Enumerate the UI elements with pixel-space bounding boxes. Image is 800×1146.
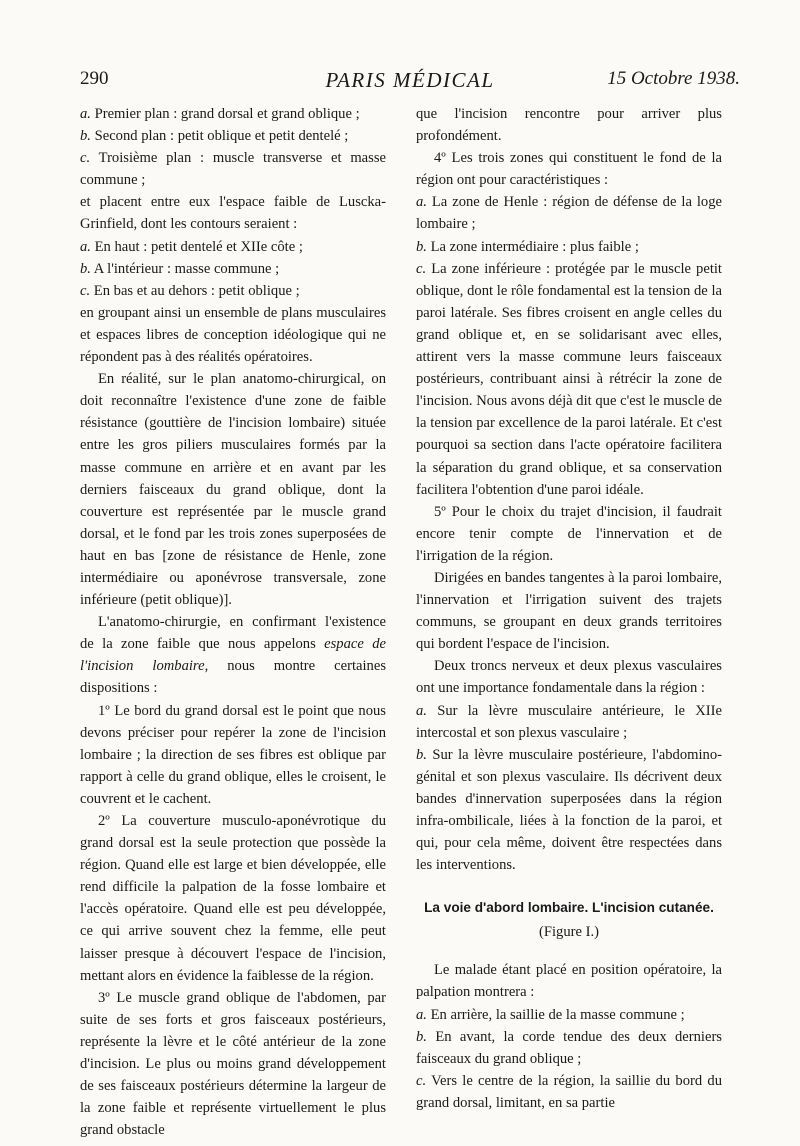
paragraph-text: En réalité, sur le plan anatomo-chirurgical, on doit reconnaître l'existence d'une zone de faible résistance (gouttière de l'incision lombaire) située entre les gros piliers musculaires formés par la masse commune en arrière et en avant par les derniers faisceaux du grand oblique, dont la couverture est représentée par le muscle grand dorsal, et le fond par les trois zones superposées de haut en bas [zone de résistance de Henle, zone intermédiaire ou aponévrose transversale, zone inférieure (petit oblique)].	[80, 371, 386, 609]
list-item	[80, 147, 386, 191]
paragraph-text: Vers le centre de la région, la saillie du bord du grand dorsal, limitant, en sa partie	[416, 1072, 722, 1111]
paragraph-text: Premier plan : grand dorsal et grand oblique ;	[90, 106, 360, 122]
list-label: a.	[416, 702, 427, 719]
list-item	[416, 744, 722, 877]
paragraph-text: Second plan : petit oblique et petit dentelé ;	[90, 128, 349, 145]
paragraph-text: La zone intermédiaire : plus faible ;	[426, 238, 639, 255]
section-heading: La voie d'abord lombaire. L'incision cutanée.	[424, 900, 714, 916]
list-label: b.	[416, 238, 427, 255]
list-label: a.	[416, 1006, 427, 1023]
list-item	[80, 258, 386, 280]
list-label: c.	[80, 150, 91, 167]
list-label: c.	[416, 1072, 427, 1089]
paragraph	[416, 147, 722, 191]
list-item	[416, 1026, 722, 1070]
paragraph-text: La zone inférieure : protégée par le muscle petit oblique, dont le rôle fondamental est la tension de la paroi latérale. Ses fibres croisent en angle celles du grand oblique et, en se solidarisant avec elles, attirent vers la masse commune leurs faisceaux postérieurs, contribuant ainsi à rétrécir la zone de l'incision. Nous avons déjà dit que c'est le muscle de la tension par excellence de la paroi latérale. Et c'est pourquoi sa section dans l'acte opératoire facilitera la séparation du grand oblique, et sa conservation facilitera l'obtention d'une paroi idéale.	[416, 260, 722, 498]
paragraph-text: que l'incision rencontre pour arriver plus profondément.	[416, 106, 722, 145]
list-item	[416, 1070, 722, 1114]
paragraph	[416, 655, 722, 699]
paragraph-text: Troisième plan : muscle transverse et masse commune ;	[80, 150, 386, 189]
paragraph-text: , nous montre certaines dispositions :	[80, 658, 386, 697]
list-label: a.	[416, 194, 427, 211]
list-item	[80, 103, 386, 125]
paragraph-text: En avant, la corde tendue des deux derniers faisceaux du grand oblique ;	[416, 1028, 722, 1067]
list-label: c.	[80, 282, 91, 299]
paragraph-text: 5º Pour le choix du trajet d'incision, il faudrait encore tenir compte de l'innervation et de l'irrigation de la région.	[416, 503, 722, 564]
left-column	[80, 103, 386, 1141]
paragraph-text: Deux troncs nerveux et deux plexus vasculaires ont une importance fondamentale dans la région :	[416, 658, 722, 697]
figure-reference: (Figure I.)	[539, 924, 599, 941]
list-item	[80, 280, 386, 302]
list-label: b.	[416, 1028, 427, 1045]
list-item	[416, 258, 722, 501]
paragraph	[80, 700, 386, 810]
paragraph-text: En haut : petit dentelé et XIIe côte ;	[90, 238, 303, 255]
paragraph	[416, 567, 722, 655]
paragraph	[80, 191, 386, 235]
paragraph-text: Sur la lèvre musculaire antérieure, le XIIe intercostal et son plexus vasculaire ;	[416, 702, 722, 741]
paragraph	[416, 501, 722, 567]
paragraph	[80, 611, 386, 699]
right-column	[416, 103, 722, 1114]
paragraph-text: La zone de Henle : région de défense de la loge lombaire ;	[416, 194, 722, 233]
paragraph-text: Le malade étant placé en position opératoire, la palpation montrera :	[416, 962, 722, 1001]
paragraph	[416, 103, 722, 147]
list-label: a.	[80, 238, 91, 255]
paragraph-text: en groupant ainsi un ensemble de plans musculaires et espaces libres de conception idéologique qui ne répondent pas à des réalités opératoires.	[80, 304, 386, 366]
list-item	[80, 125, 386, 147]
paragraph	[80, 810, 386, 987]
paragraph-text: En bas et au dehors : petit oblique ;	[90, 282, 300, 299]
paragraph-text: 3º Le muscle grand oblique de l'abdomen, par suite de ses forts et gros faisceaux postérieurs, représente la lèvre et le côté antérieur de la zone d'incision. Le plus ou moins grand développement de ses faisceaux postérieurs détermine la largeur de la zone faible et représente virtuellement le plus grand obstacle	[80, 989, 386, 1139]
paragraph-text: En arrière, la saillie de la masse commune ;	[426, 1006, 685, 1023]
paragraph	[80, 987, 386, 1142]
list-label: c.	[416, 260, 427, 277]
paragraph	[80, 302, 386, 368]
list-label: b.	[416, 746, 427, 763]
list-label: b.	[80, 260, 91, 277]
italic-term: espace de l'incision lombaire	[80, 636, 386, 675]
list-item	[416, 191, 722, 235]
issue-date: 15 Octobre 1938.	[607, 68, 740, 89]
paragraph-text: Dirigées en bandes tangentes à la paroi lombaire, l'innervation et l'irrigation suivent des trajets communs, se groupant en deux grands territoires qui bordent l'espace de l'incision.	[416, 569, 722, 653]
list-label: a.	[80, 106, 91, 122]
page-header	[80, 68, 740, 100]
paragraph-text: A l'intérieur : masse commune ;	[90, 260, 280, 277]
list-item	[416, 236, 722, 258]
list-label: b.	[80, 128, 91, 145]
paragraph-text: 1º Le bord du grand dorsal est le point que nous devons préciser pour repérer la zone de l'incision lombaire ; la direction de ses fibres est oblique par rapport à celle du grand oblique, elles le croisent, le couvrent et le cachent.	[80, 702, 386, 807]
journal-title: PARIS MÉDICAL	[325, 68, 495, 92]
paragraph-text: 4º Les trois zones qui constituent le fond de la région ont pour caractéristiques :	[416, 150, 722, 189]
paragraph	[80, 368, 386, 611]
list-item	[80, 236, 386, 258]
paragraph-text: Sur la lèvre musculaire postérieure, l'abdomino-génital et son plexus vasculaire. Ils décrivent deux bandes d'innervation superposées dans la région infra-ombilicale, liées à la fonction de la paroi, et qui, pour cela même, doivent être respectées dans les interventions.	[416, 746, 722, 874]
paragraph-text: et placent entre eux l'espace faible de Luscka-Grinfield, dont les contours seraient :	[80, 194, 386, 233]
paragraph	[416, 959, 722, 1003]
page-number: 290	[80, 68, 109, 89]
paragraph-text: L'anatomo-chirurgie, en confirmant l'existence de la zone faible que nous appelons	[80, 614, 386, 653]
list-item	[416, 700, 722, 744]
paragraph-text: 2º La couverture musculo-aponévrotique du grand dorsal est la seule protection que possède la région. Quand elle est large et bien développée, elle rend difficile la palpation de la fosse lombaire et l'accès opératoire. Quand elle est peu développée, ce qui arrive souvent chez la femme, elle peut laisser presque à découvert l'espace de l'incision, mettant alors en évidence la faiblesse de la région.	[80, 813, 386, 984]
list-item	[416, 1004, 722, 1026]
